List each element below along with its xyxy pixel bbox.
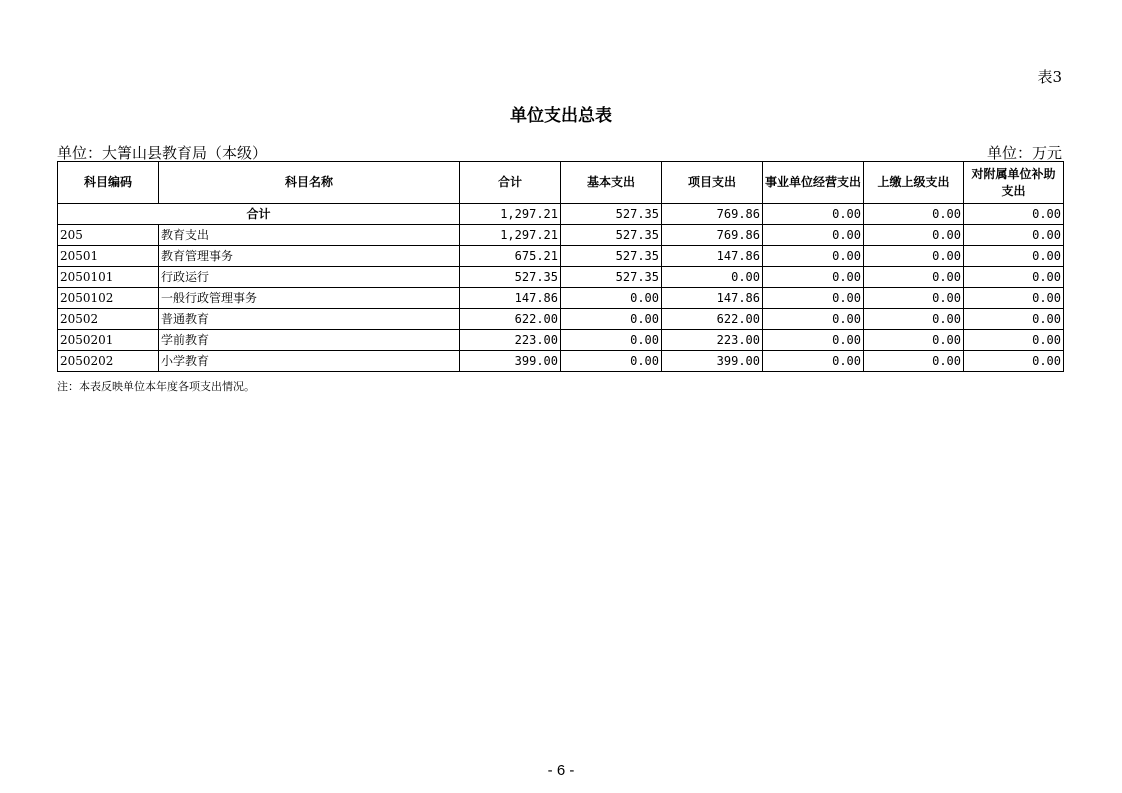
cell-subsidy: 0.00 xyxy=(964,330,1064,351)
header-total: 合计 xyxy=(460,162,561,204)
cell-project: 147.86 xyxy=(662,246,763,267)
cell-project: 622.00 xyxy=(662,309,763,330)
total-business: 0.00 xyxy=(763,204,864,225)
cell-total: 675.21 xyxy=(460,246,561,267)
cell-upper: 0.00 xyxy=(864,225,964,246)
cell-subsidy: 0.00 xyxy=(964,267,1064,288)
total-project: 769.86 xyxy=(662,204,763,225)
cell-code: 2050202 xyxy=(58,351,159,372)
cell-basic: 0.00 xyxy=(561,309,662,330)
cell-business: 0.00 xyxy=(763,309,864,330)
cell-name: 学前教育 xyxy=(159,330,460,351)
cell-code: 20501 xyxy=(58,246,159,267)
cell-basic: 0.00 xyxy=(561,288,662,309)
cell-subsidy: 0.00 xyxy=(964,288,1064,309)
cell-project: 0.00 xyxy=(662,267,763,288)
cell-name: 一般行政管理事务 xyxy=(159,288,460,309)
header-upper: 上缴上级支出 xyxy=(864,162,964,204)
cell-subsidy: 0.00 xyxy=(964,351,1064,372)
cell-business: 0.00 xyxy=(763,351,864,372)
cell-business: 0.00 xyxy=(763,267,864,288)
cell-total: 399.00 xyxy=(460,351,561,372)
cell-basic: 0.00 xyxy=(561,351,662,372)
cell-name: 普通教育 xyxy=(159,309,460,330)
table-row xyxy=(58,288,1064,309)
cell-basic: 527.35 xyxy=(561,246,662,267)
total-subsidy: 0.00 xyxy=(964,204,1064,225)
cell-total: 1,297.21 xyxy=(460,225,561,246)
cell-subsidy: 0.00 xyxy=(964,246,1064,267)
cell-project: 399.00 xyxy=(662,351,763,372)
header-business: 事业单位经营支出 xyxy=(763,162,864,204)
reporting-unit: 单位：大箐山县教育局（本级） xyxy=(57,144,268,162)
cell-business: 0.00 xyxy=(763,288,864,309)
total-row xyxy=(58,204,1064,225)
currency-unit: 单位：万元 xyxy=(986,144,1062,162)
cell-code: 205 xyxy=(58,225,159,246)
cell-upper: 0.00 xyxy=(864,288,964,309)
table-row xyxy=(58,309,1064,330)
header-code: 科目编码 xyxy=(58,162,159,204)
total-label: 合计 xyxy=(58,204,460,225)
cell-code: 2050102 xyxy=(58,288,159,309)
table-row xyxy=(58,351,1064,372)
cell-code: 2050101 xyxy=(58,267,159,288)
total-upper: 0.00 xyxy=(864,204,964,225)
cell-project: 223.00 xyxy=(662,330,763,351)
cell-project: 147.86 xyxy=(662,288,763,309)
cell-upper: 0.00 xyxy=(864,330,964,351)
header-project: 项目支出 xyxy=(662,162,763,204)
cell-upper: 0.00 xyxy=(864,246,964,267)
expenditure-table xyxy=(57,161,1064,372)
cell-total: 622.00 xyxy=(460,309,561,330)
cell-code: 20502 xyxy=(58,309,159,330)
cell-name: 行政运行 xyxy=(159,267,460,288)
table-row xyxy=(58,225,1064,246)
total-total: 1,297.21 xyxy=(460,204,561,225)
cell-total: 223.00 xyxy=(460,330,561,351)
table-row xyxy=(58,267,1064,288)
page-title: 单位支出总表 xyxy=(510,106,612,126)
cell-total: 527.35 xyxy=(460,267,561,288)
cell-basic: 527.35 xyxy=(561,225,662,246)
table-row xyxy=(58,246,1064,267)
table-note: 注：本表反映单位本年度各项支出情况。 xyxy=(57,380,255,393)
table-row xyxy=(58,330,1064,351)
header-basic: 基本支出 xyxy=(561,162,662,204)
table-number: 表3 xyxy=(1037,68,1062,86)
total-basic: 527.35 xyxy=(561,204,662,225)
cell-code: 2050201 xyxy=(58,330,159,351)
cell-subsidy: 0.00 xyxy=(964,309,1064,330)
header-row xyxy=(58,162,1064,204)
header-name: 科目名称 xyxy=(159,162,460,204)
cell-business: 0.00 xyxy=(763,330,864,351)
cell-total: 147.86 xyxy=(460,288,561,309)
cell-subsidy: 0.00 xyxy=(964,225,1064,246)
cell-upper: 0.00 xyxy=(864,351,964,372)
cell-business: 0.00 xyxy=(763,246,864,267)
cell-name: 教育支出 xyxy=(159,225,460,246)
cell-business: 0.00 xyxy=(763,225,864,246)
cell-project: 769.86 xyxy=(662,225,763,246)
cell-name: 小学教育 xyxy=(159,351,460,372)
cell-basic: 527.35 xyxy=(561,267,662,288)
cell-upper: 0.00 xyxy=(864,267,964,288)
cell-basic: 0.00 xyxy=(561,330,662,351)
header-subsidy: 对附属单位补助支出 xyxy=(964,162,1064,204)
cell-upper: 0.00 xyxy=(864,309,964,330)
cell-name: 教育管理事务 xyxy=(159,246,460,267)
page-number: - 6 - xyxy=(547,762,575,779)
